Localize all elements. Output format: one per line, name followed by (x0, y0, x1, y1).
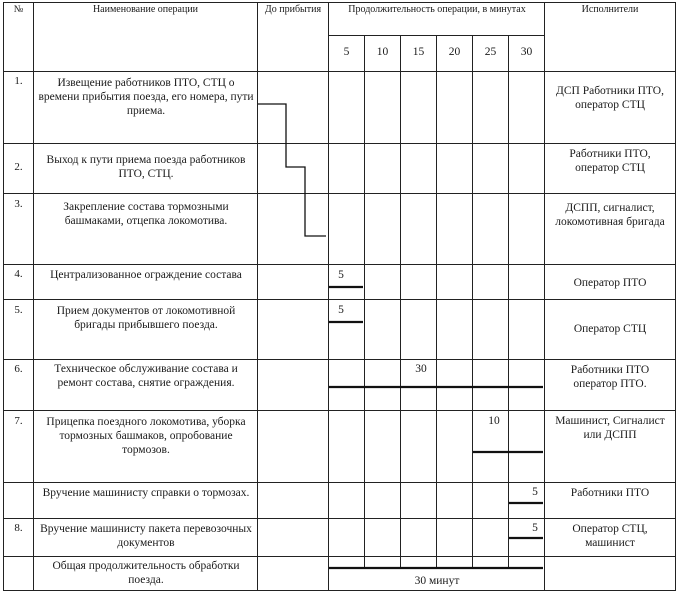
row-4-num: 4. (14, 268, 23, 280)
pre-arrival-step-line (258, 104, 326, 236)
minute-5: 5 (343, 46, 350, 58)
row-1-operation: Извещение работников ПТО, СТЦ о времени прибытия поезда, его номера, пути приема. (38, 77, 254, 117)
row-7b-executors: Работники ПТО (570, 487, 650, 499)
header-num: № (13, 4, 24, 15)
header-duration: Продолжительность операции, в минутах (348, 4, 526, 15)
header-operation-name: Наименование операции (92, 4, 199, 15)
row-3-num: 3. (14, 198, 23, 210)
header-executors: Исполнители (581, 4, 639, 15)
row-7-duration: 10 (488, 415, 500, 427)
row-2-executors: Работники ПТО, оператор СТЦ (569, 148, 651, 174)
minute-10: 10 (376, 46, 389, 58)
row-5-operation: Прием документов от локомотивной бригады прибывшего поезда. (56, 305, 236, 331)
row-7b-operation: Вручение машинисту справки о тормозах. (42, 487, 250, 499)
row-3-operation: Закрепление состава тормозными башмаками, отцепка локомотива. (63, 201, 229, 227)
row-4-duration: 5 (338, 269, 344, 281)
row-8-num: 8. (14, 522, 23, 534)
total-duration: 30 минут (414, 575, 460, 587)
row-1-executors: ДСП Работники ПТО, оператор СТЦ (556, 85, 664, 111)
row-5-executors: Оператор СТЦ (573, 323, 647, 335)
row-8-operation: Вручение машинисту пакета перевозочных документов (40, 523, 252, 549)
row-2-num: 2. (14, 161, 23, 173)
minute-15: 15 (412, 46, 425, 58)
row-6-executors: Работники ПТО оператор ПТО. (570, 364, 650, 390)
row-5-num: 5. (14, 304, 23, 316)
header-before-arrival: До прибытия (264, 4, 322, 15)
row-7-executors: Машинист, Сигналист или ДСПП (555, 415, 665, 441)
row-5-duration: 5 (338, 304, 344, 316)
row-7b-duration: 5 (532, 486, 538, 498)
row-6-duration: 30 (415, 363, 427, 375)
total-operation: Общая продолжительность обработки поезда. (52, 560, 240, 586)
row-3-executors: ДСПП, сигналист, локомотивная бригада (555, 202, 665, 228)
row-8-duration: 5 (532, 522, 538, 534)
row-7-operation: Прицепка поездного локомотива, уборка тормозных башмаков, опробование тормозов. (46, 416, 246, 456)
row-2-operation: Выход к пути приема поезда работников ПТО, СТЦ. (46, 154, 246, 180)
row-6-num: 6. (14, 363, 23, 375)
row-7-num: 7. (14, 415, 23, 427)
row-1-num: 1. (14, 75, 23, 87)
minute-20: 20 (448, 46, 461, 58)
row-4-operation: Централизованное ограждение состава (50, 269, 242, 281)
minute-25: 25 (484, 46, 497, 58)
row-4-executors: Оператор ПТО (573, 277, 647, 289)
row-8-executors: Оператор СТЦ, машинист (572, 523, 648, 549)
row-6-operation: Техническое обслуживание состава и ремонт состава, снятие ограждения. (54, 363, 238, 389)
minute-30: 30 (520, 46, 533, 58)
